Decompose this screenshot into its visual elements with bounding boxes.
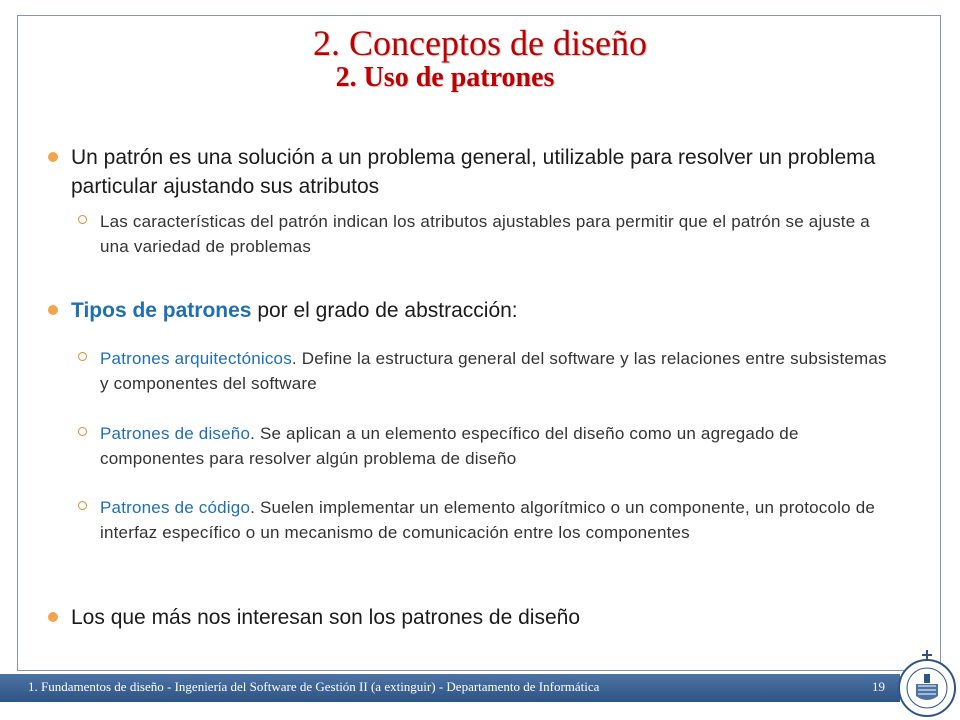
sub-bullet-text xyxy=(100,495,900,545)
bullet-highlight: Tipos de patrones xyxy=(71,299,252,322)
bullet-text: Los que más nos interesan son los patrones de diseño xyxy=(71,606,580,629)
bullet-dot-icon xyxy=(48,305,58,315)
slide-frame xyxy=(17,15,941,671)
circle-bullet-icon xyxy=(78,427,87,436)
sub-bullet-highlight: Patrones de código xyxy=(100,498,251,517)
sub-bullet-text-rest: . Define la estructura general del software y las relaciones entre subsistemas y componentes del software xyxy=(100,349,887,393)
sub-bullet-text-rest: . Se aplican a un elemento específico del diseño como un agregado de componentes para resolver algún problema de diseño xyxy=(100,424,799,468)
circle-bullet-icon xyxy=(78,352,87,361)
sub-bullet-highlight: Patrones arquitectónicos xyxy=(100,349,292,368)
circle-bullet-icon xyxy=(78,215,87,224)
sub-bullet-text: Las características del patrón indican los atributos ajustables para permitir que el patrón se ajuste a una variedad de problemas xyxy=(100,212,870,256)
bullet-dot-icon xyxy=(48,612,58,622)
university-seal-logo-icon xyxy=(896,648,958,718)
circle-bullet-icon xyxy=(78,501,87,510)
bullet-text: Un patrón es una solución a un problema general, utilizable para resolver un problema particular ajustando sus atributos xyxy=(71,146,876,198)
bullet-text xyxy=(71,296,891,325)
bullet-text-rest: por el grado de abstracción: xyxy=(251,299,518,322)
sub-bullet-text xyxy=(100,421,900,471)
sub-bullet-highlight: Patrones de diseño xyxy=(100,424,251,443)
footer-text: 1. Fundamentos de diseño - Ingeniería del Software de Gestión II (a extinguir) - Departamento de Informática xyxy=(28,679,600,694)
slide-subtitle: 2. Uso de patrones xyxy=(335,62,555,93)
slide-title: 2. Conceptos de diseño xyxy=(313,23,647,63)
bullet-dot-icon xyxy=(48,152,58,162)
sub-bullet-text-rest: . Suelen implementar un elemento algorítmico o un componente, un protocolo de interfaz específico o un mecanismo de comunicación entre los componentes xyxy=(100,498,876,542)
footer-bar xyxy=(0,674,900,702)
page-number: 19 xyxy=(872,679,885,694)
sub-bullet-text xyxy=(100,346,900,396)
